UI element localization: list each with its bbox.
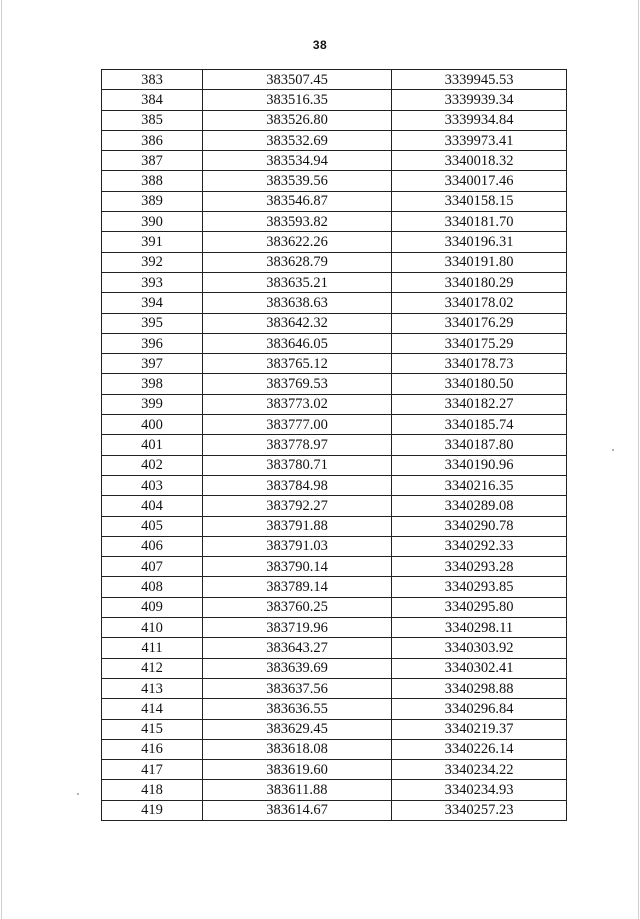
point-number-cell: 415 — [102, 719, 203, 739]
x-coordinate-cell: 383719.96 — [203, 618, 392, 638]
x-coordinate-cell: 383778.97 — [203, 435, 392, 455]
table-row — [102, 333, 567, 353]
y-coordinate-cell: 3340293.28 — [392, 557, 567, 577]
point-number-cell: 389 — [102, 191, 203, 211]
y-coordinate-cell: 3340292.33 — [392, 536, 567, 556]
table-row — [102, 557, 567, 577]
x-coordinate-cell: 383516.35 — [203, 90, 392, 110]
point-number-cell: 385 — [102, 110, 203, 130]
x-coordinate-cell: 383773.02 — [203, 394, 392, 414]
x-coordinate-cell: 383777.00 — [203, 415, 392, 435]
x-coordinate-cell: 383532.69 — [203, 130, 392, 150]
point-number-cell: 416 — [102, 739, 203, 759]
y-coordinate-cell: 3340216.35 — [392, 475, 567, 495]
point-number-cell: 410 — [102, 618, 203, 638]
y-coordinate-cell: 3340190.96 — [392, 455, 567, 475]
scan-speck — [612, 449, 614, 451]
x-coordinate-cell: 383780.71 — [203, 455, 392, 475]
table-row — [102, 800, 567, 820]
table-row — [102, 658, 567, 678]
x-coordinate-cell: 383622.26 — [203, 232, 392, 252]
x-coordinate-cell: 383614.67 — [203, 800, 392, 820]
table-row — [102, 739, 567, 759]
coordinate-table — [101, 69, 567, 821]
x-coordinate-cell: 383546.87 — [203, 191, 392, 211]
page-edge-left — [1, 0, 2, 919]
y-coordinate-cell: 3340176.29 — [392, 313, 567, 333]
point-number-cell: 390 — [102, 212, 203, 232]
y-coordinate-cell: 3340298.88 — [392, 678, 567, 698]
table-row — [102, 435, 567, 455]
x-coordinate-cell: 383534.94 — [203, 151, 392, 171]
table-row — [102, 313, 567, 333]
y-coordinate-cell: 3339939.34 — [392, 90, 567, 110]
table-row — [102, 90, 567, 110]
point-number-cell: 394 — [102, 293, 203, 313]
x-coordinate-cell: 383639.69 — [203, 658, 392, 678]
point-number-cell: 387 — [102, 151, 203, 171]
table-row — [102, 171, 567, 191]
y-coordinate-cell: 3340295.80 — [392, 597, 567, 617]
table-row — [102, 232, 567, 252]
point-number-cell: 411 — [102, 638, 203, 658]
table-row — [102, 70, 567, 90]
y-coordinate-cell: 3340178.02 — [392, 293, 567, 313]
table-row — [102, 455, 567, 475]
point-number-cell: 404 — [102, 496, 203, 516]
point-number-cell: 419 — [102, 800, 203, 820]
point-number-cell: 408 — [102, 577, 203, 597]
x-coordinate-cell: 383789.14 — [203, 577, 392, 597]
table-row — [102, 678, 567, 698]
point-number-cell: 398 — [102, 374, 203, 394]
y-coordinate-cell: 3340257.23 — [392, 800, 567, 820]
table-row — [102, 394, 567, 414]
table-row — [102, 415, 567, 435]
x-coordinate-cell: 383629.45 — [203, 719, 392, 739]
table-row — [102, 597, 567, 617]
x-coordinate-cell: 383769.53 — [203, 374, 392, 394]
y-coordinate-cell: 3340175.29 — [392, 333, 567, 353]
y-coordinate-cell: 3340191.80 — [392, 252, 567, 272]
x-coordinate-cell: 383642.32 — [203, 313, 392, 333]
table-row — [102, 475, 567, 495]
point-number-cell: 397 — [102, 354, 203, 374]
y-coordinate-cell: 3340302.41 — [392, 658, 567, 678]
table-row — [102, 252, 567, 272]
table-row — [102, 618, 567, 638]
table-row — [102, 638, 567, 658]
x-coordinate-cell: 383619.60 — [203, 760, 392, 780]
table-row — [102, 212, 567, 232]
table-row — [102, 760, 567, 780]
y-coordinate-cell: 3340298.11 — [392, 618, 567, 638]
y-coordinate-cell: 3340226.14 — [392, 739, 567, 759]
point-number-cell: 405 — [102, 516, 203, 536]
page-number: 38 — [312, 38, 328, 52]
table-row — [102, 536, 567, 556]
point-number-cell: 400 — [102, 415, 203, 435]
point-number-cell: 393 — [102, 272, 203, 292]
y-coordinate-cell: 3340187.80 — [392, 435, 567, 455]
point-number-cell: 401 — [102, 435, 203, 455]
y-coordinate-cell: 3340296.84 — [392, 699, 567, 719]
y-coordinate-cell: 3340303.92 — [392, 638, 567, 658]
y-coordinate-cell: 3339945.53 — [392, 70, 567, 90]
y-coordinate-cell: 3340290.78 — [392, 516, 567, 536]
y-coordinate-cell: 3340181.70 — [392, 212, 567, 232]
scan-speck — [77, 793, 79, 795]
table-row — [102, 110, 567, 130]
x-coordinate-cell: 383637.56 — [203, 678, 392, 698]
table-row — [102, 130, 567, 150]
x-coordinate-cell: 383790.14 — [203, 557, 392, 577]
table-row — [102, 293, 567, 313]
coordinate-table-body — [102, 70, 567, 821]
x-coordinate-cell: 383760.25 — [203, 597, 392, 617]
y-coordinate-cell: 3340018.32 — [392, 151, 567, 171]
x-coordinate-cell: 383643.27 — [203, 638, 392, 658]
point-number-cell: 418 — [102, 780, 203, 800]
x-coordinate-cell: 383611.88 — [203, 780, 392, 800]
point-number-cell: 407 — [102, 557, 203, 577]
y-coordinate-cell: 3340017.46 — [392, 171, 567, 191]
x-coordinate-cell: 383593.82 — [203, 212, 392, 232]
point-number-cell: 386 — [102, 130, 203, 150]
y-coordinate-cell: 3340196.31 — [392, 232, 567, 252]
table-row — [102, 780, 567, 800]
x-coordinate-cell: 383791.03 — [203, 536, 392, 556]
point-number-cell: 384 — [102, 90, 203, 110]
x-coordinate-cell: 383618.08 — [203, 739, 392, 759]
y-coordinate-cell: 3340293.85 — [392, 577, 567, 597]
table-row — [102, 516, 567, 536]
table-row — [102, 496, 567, 516]
x-coordinate-cell: 383636.55 — [203, 699, 392, 719]
x-coordinate-cell: 383784.98 — [203, 475, 392, 495]
point-number-cell: 409 — [102, 597, 203, 617]
x-coordinate-cell: 383791.88 — [203, 516, 392, 536]
x-coordinate-cell: 383792.27 — [203, 496, 392, 516]
table-row — [102, 191, 567, 211]
x-coordinate-cell: 383638.63 — [203, 293, 392, 313]
table-row — [102, 699, 567, 719]
point-number-cell: 406 — [102, 536, 203, 556]
x-coordinate-cell: 383765.12 — [203, 354, 392, 374]
y-coordinate-cell: 3339973.41 — [392, 130, 567, 150]
x-coordinate-cell: 383646.05 — [203, 333, 392, 353]
x-coordinate-cell: 383507.45 — [203, 70, 392, 90]
table-row — [102, 374, 567, 394]
point-number-cell: 396 — [102, 333, 203, 353]
point-number-cell: 403 — [102, 475, 203, 495]
y-coordinate-cell: 3340289.08 — [392, 496, 567, 516]
point-number-cell: 388 — [102, 171, 203, 191]
point-number-cell: 402 — [102, 455, 203, 475]
y-coordinate-cell: 3339934.84 — [392, 110, 567, 130]
y-coordinate-cell: 3340234.22 — [392, 760, 567, 780]
point-number-cell: 383 — [102, 70, 203, 90]
y-coordinate-cell: 3340180.50 — [392, 374, 567, 394]
point-number-cell: 417 — [102, 760, 203, 780]
page-edge-right — [638, 0, 639, 919]
table-row — [102, 151, 567, 171]
point-number-cell: 391 — [102, 232, 203, 252]
y-coordinate-cell: 3340234.93 — [392, 780, 567, 800]
x-coordinate-cell: 383539.56 — [203, 171, 392, 191]
x-coordinate-cell: 383635.21 — [203, 272, 392, 292]
table-row — [102, 719, 567, 739]
table-row — [102, 354, 567, 374]
y-coordinate-cell: 3340182.27 — [392, 394, 567, 414]
point-number-cell: 395 — [102, 313, 203, 333]
point-number-cell: 392 — [102, 252, 203, 272]
table-row — [102, 577, 567, 597]
y-coordinate-cell: 3340219.37 — [392, 719, 567, 739]
y-coordinate-cell: 3340180.29 — [392, 272, 567, 292]
y-coordinate-cell: 3340178.73 — [392, 354, 567, 374]
y-coordinate-cell: 3340158.15 — [392, 191, 567, 211]
y-coordinate-cell: 3340185.74 — [392, 415, 567, 435]
x-coordinate-cell: 383628.79 — [203, 252, 392, 272]
x-coordinate-cell: 383526.80 — [203, 110, 392, 130]
point-number-cell: 413 — [102, 678, 203, 698]
point-number-cell: 399 — [102, 394, 203, 414]
point-number-cell: 412 — [102, 658, 203, 678]
table-row — [102, 272, 567, 292]
point-number-cell: 414 — [102, 699, 203, 719]
